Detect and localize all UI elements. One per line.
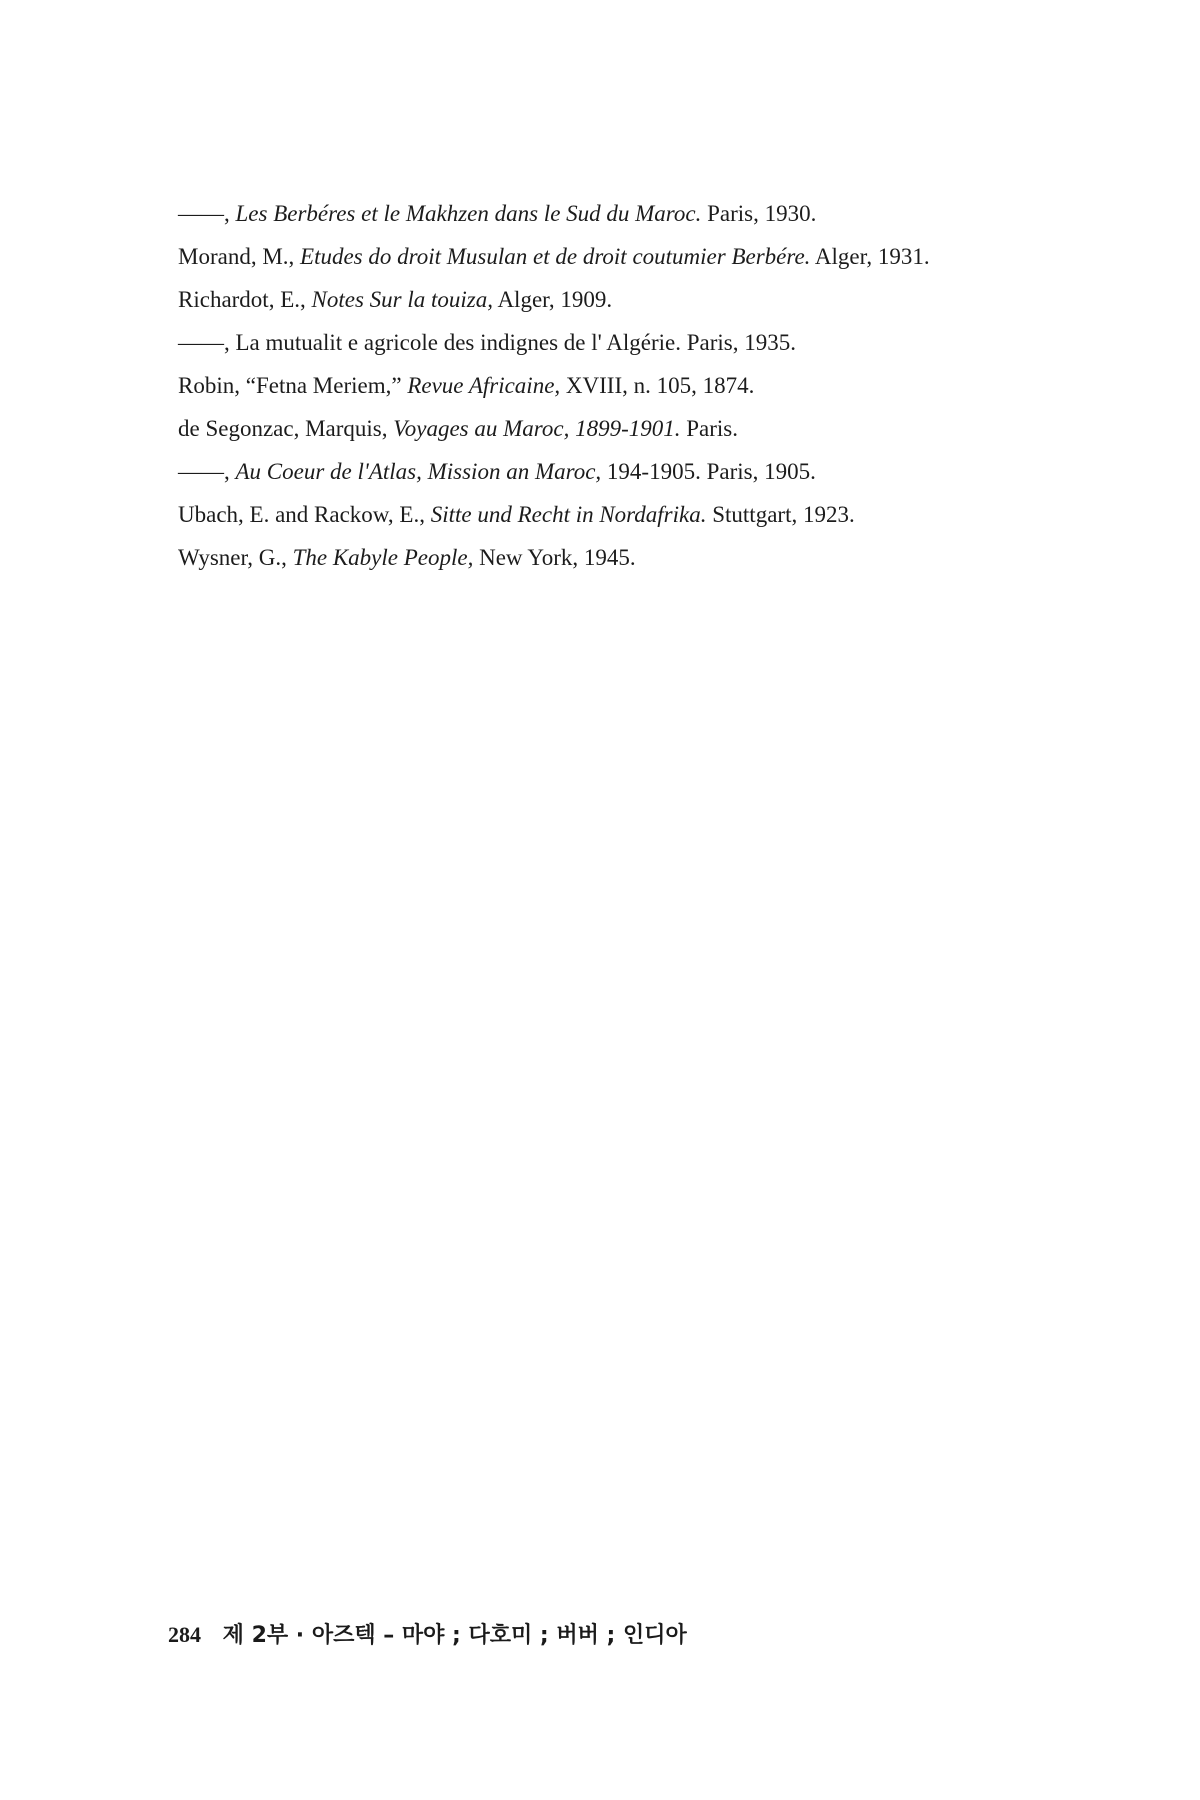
entry-author: Wysner, G., bbox=[178, 545, 293, 570]
entry-author: ——, La mutualit e agricole des indignes de l' Algérie. Paris, 1935. bbox=[178, 330, 796, 355]
bibliography-list bbox=[178, 192, 1078, 579]
running-head: 제 2부 · 아즈텍 – 마야 ; 다호미 ; 버버 ; 인디아 bbox=[222, 1623, 687, 1648]
bibliography-entry bbox=[178, 364, 1078, 407]
entry-author: de Segonzac, Marquis, bbox=[178, 416, 394, 441]
entry-publication: Paris. bbox=[680, 416, 738, 441]
bibliography-entry bbox=[178, 278, 1078, 321]
entry-publication: Alger, 1909. bbox=[492, 287, 613, 312]
entry-author: Ubach, E. and Rackow, E., bbox=[178, 502, 431, 527]
entry-title: Voyages au Maroc, 1899-1901. bbox=[393, 416, 681, 441]
entry-title: Au Coeur de l'Atlas, Mission an Maroc, bbox=[235, 459, 602, 484]
bibliography-entry bbox=[178, 536, 1078, 579]
entry-title: Les Berbéres et le Makhzen dans le Sud du Maroc. bbox=[235, 201, 702, 226]
entry-title: Revue Africaine, bbox=[407, 373, 561, 398]
entry-title: Etudes do droit Musulan et de droit coutumier Berbére. bbox=[300, 244, 811, 269]
entry-title: The Kabyle People, bbox=[292, 545, 474, 570]
entry-author: ——, bbox=[178, 201, 236, 226]
entry-author: ——, bbox=[178, 459, 236, 484]
page-footer bbox=[168, 1618, 687, 1649]
bibliography-entry bbox=[178, 493, 1078, 536]
bibliography-entry bbox=[178, 235, 1078, 278]
bibliography-entry bbox=[178, 450, 1078, 493]
entry-publication: Paris, 1930. bbox=[701, 201, 817, 226]
entry-author: Robin, “Fetna Meriem,” bbox=[178, 373, 408, 398]
entry-publication: New York, 1945. bbox=[473, 545, 636, 570]
page-number: 284 bbox=[168, 1622, 201, 1647]
entry-title: Sitte und Recht in Nordafrika. bbox=[430, 502, 707, 527]
bibliography-entry bbox=[178, 407, 1078, 450]
bibliography-entry bbox=[178, 192, 1078, 235]
entry-author: Morand, M., bbox=[178, 244, 301, 269]
entry-author: Richardot, E., bbox=[178, 287, 312, 312]
entry-publication: Alger, 1931. bbox=[810, 244, 930, 269]
entry-publication: 194-1905. Paris, 1905. bbox=[601, 459, 816, 484]
entry-publication: Stuttgart, 1923. bbox=[706, 502, 855, 527]
entry-title: Notes Sur la touiza, bbox=[311, 287, 493, 312]
bibliography-entry bbox=[178, 321, 1078, 364]
entry-publication: XVIII, n. 105, 1874. bbox=[560, 373, 755, 398]
